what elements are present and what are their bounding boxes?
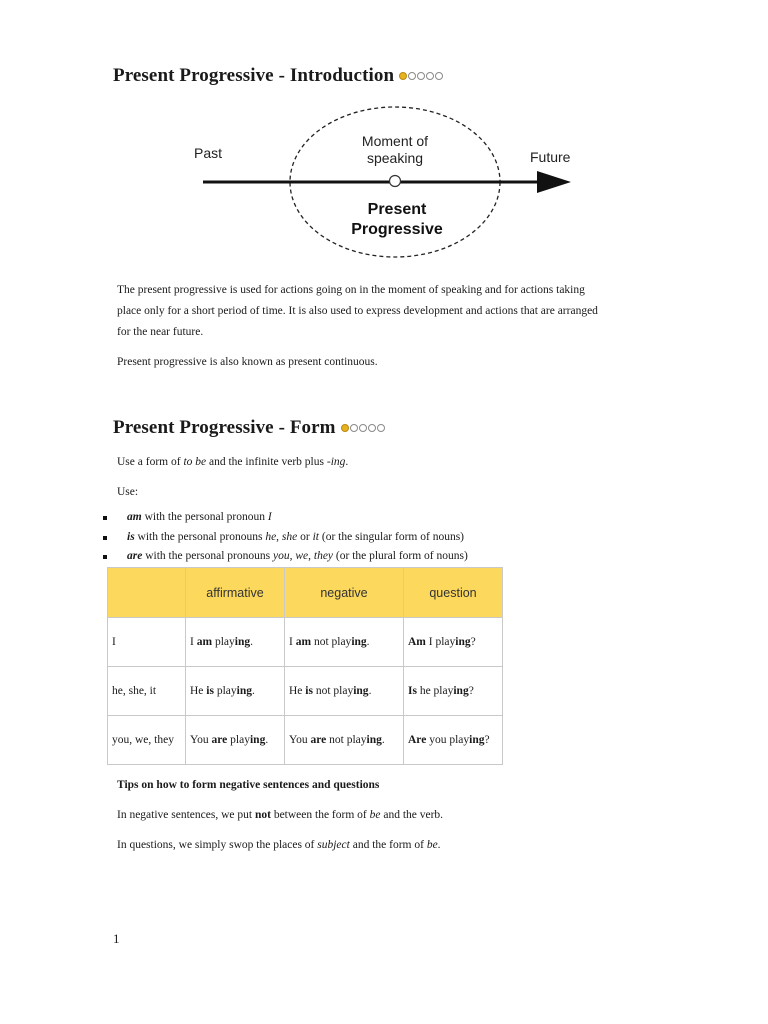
table-cell-affirmative: I am playing. <box>186 618 285 667</box>
moment-label-line2: speaking <box>366 150 424 166</box>
difficulty-rating-icon <box>399 64 444 86</box>
bullet-square-icon <box>103 555 107 559</box>
table-header-cell: question <box>404 568 503 618</box>
table-cell-pronoun: I <box>108 618 186 667</box>
tips-text: between the form of <box>270 809 370 821</box>
timeline-arrowhead <box>537 171 571 193</box>
usage-pronoun: it <box>312 530 319 543</box>
moment-marker <box>390 176 401 187</box>
table-row <box>108 716 503 765</box>
form-intro-text: Use a form of <box>117 456 184 468</box>
table-header-cell: negative <box>285 568 404 618</box>
usage-text: , <box>276 530 282 543</box>
intro-paragraph-line: The present progressive is used for actions going on in the moment of speaking and for actions taking <box>117 284 585 296</box>
form-intro-text: . <box>345 456 349 468</box>
table-cell-affirmative: You are playing. <box>186 716 285 765</box>
form-intro-tobe: to be <box>183 456 207 468</box>
table-cell-question: Are you playing? <box>404 716 503 765</box>
table-row <box>108 667 503 716</box>
intro-paragraph-line: place only for a short period of time. It is also used to express development and actions that are arranged <box>117 305 598 317</box>
tips-subject: subject <box>317 839 350 851</box>
tips-question <box>117 835 441 856</box>
table-cell-negative: I am not playing. <box>285 618 404 667</box>
intro-note: Present progressive is also known as present continuous. <box>117 356 378 368</box>
intro-heading <box>113 65 444 88</box>
usage-list <box>103 508 468 567</box>
usage-list-item <box>103 528 468 548</box>
usage-text: with the personal pronouns <box>134 530 266 543</box>
table-cell-negative: You are not playing. <box>285 716 404 765</box>
usage-text: with the personal pronoun <box>141 511 268 523</box>
bullet-square-icon <box>103 516 107 520</box>
table-cell-pronoun: he, she, it <box>108 667 186 716</box>
tips-title: Tips on how to form negative sentences and questions <box>117 779 380 791</box>
tips-text: . <box>437 839 441 851</box>
usage-pronoun: he <box>265 530 277 543</box>
usage-text: (or the singular form of nouns) <box>319 530 464 543</box>
tips-text: In questions, we simply swop the places of <box>117 839 318 851</box>
tips-not-keyword: not <box>254 809 271 821</box>
usage-keyword: am <box>127 511 142 523</box>
table-cell-negative: He is not playing. <box>285 667 404 716</box>
usage-list-item <box>103 508 468 528</box>
usage-text: , <box>289 550 296 562</box>
usage-pronoun: I <box>267 511 272 523</box>
usage-text: with the personal pronouns <box>142 550 273 562</box>
usage-text: or <box>297 530 313 543</box>
table-header-row <box>108 568 503 618</box>
table-row <box>108 618 503 667</box>
usage-pronoun: they <box>313 550 334 562</box>
conjugation-table <box>107 567 503 765</box>
tips-be: be <box>426 839 438 851</box>
timeline-diagram <box>185 100 585 265</box>
moment-label-line1: Moment of <box>361 133 429 149</box>
table-header-cell: affirmative <box>186 568 285 618</box>
intro-paragraph-line: for the near future. <box>117 326 204 338</box>
usage-pronoun: you <box>272 550 290 562</box>
usage-list-item <box>103 547 468 567</box>
table-cell-question: Am I playing? <box>404 618 503 667</box>
usage-keyword: is <box>127 530 135 543</box>
usage-pronoun: she <box>281 530 298 543</box>
page-number: 1 <box>113 931 120 946</box>
table-cell-affirmative: He is playing. <box>186 667 285 716</box>
usage-text: (or the plural form of nouns) <box>333 550 468 562</box>
tips-text: and the verb. <box>380 809 444 821</box>
table-header-cell <box>108 568 186 618</box>
present-label-line2: Progressive <box>351 221 443 238</box>
table-cell-pronoun: you, we, they <box>108 716 186 765</box>
present-label-line1: Present <box>367 201 427 218</box>
form-intro-ing: -ing <box>326 456 346 468</box>
intro-paragraph <box>117 280 677 343</box>
table-cell-question: Is he playing? <box>404 667 503 716</box>
use-label: Use: <box>117 486 139 498</box>
form-heading <box>113 417 386 440</box>
usage-keyword: are <box>127 550 143 562</box>
bullet-square-icon <box>103 536 107 540</box>
tips-text: In negative sentences, we put <box>117 809 255 821</box>
tips-text: and the form of <box>349 839 427 851</box>
intro-title: Present Progressive - Introduction <box>113 65 395 86</box>
future-label: Future <box>530 149 571 165</box>
usage-pronoun: we <box>295 550 309 562</box>
tips-negative <box>117 805 443 826</box>
usage-text: , <box>308 550 314 562</box>
difficulty-rating-icon <box>341 416 386 438</box>
past-label: Past <box>194 145 223 161</box>
form-title: Present Progressive - Form <box>113 417 336 438</box>
form-intro <box>117 452 348 473</box>
form-intro-text: and the infinite verb plus <box>206 456 327 468</box>
tips-be: be <box>369 809 381 821</box>
